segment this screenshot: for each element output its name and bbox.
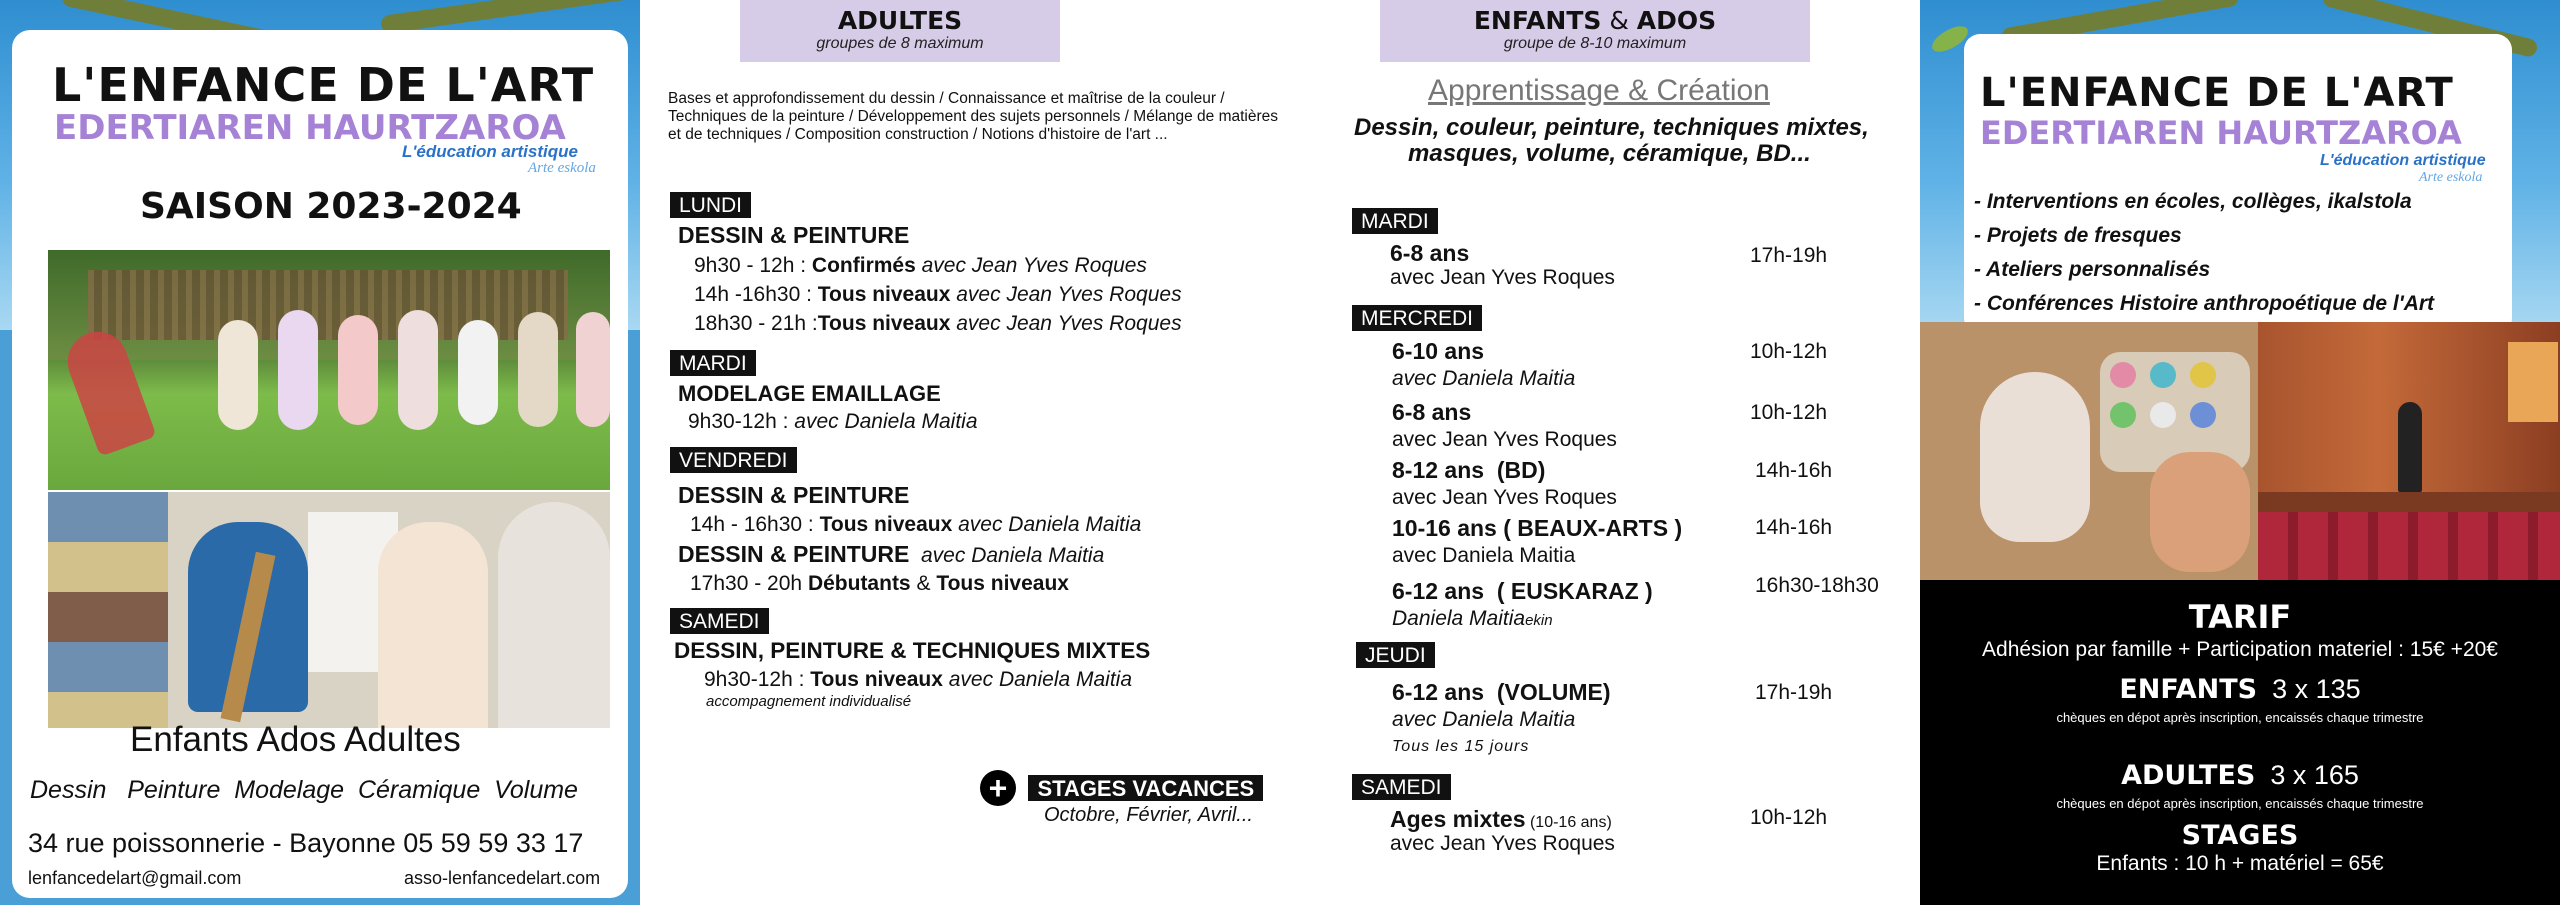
service-item: - Ateliers personnalisés bbox=[1974, 258, 2211, 281]
mer-1-teacher: avec Daniela Maitia bbox=[1392, 367, 1576, 390]
logo-arte: Arte eskola bbox=[528, 160, 596, 176]
vendredi-line-1: 14h - 16h30 : Tous niveaux avec Daniela Maitia bbox=[690, 513, 1142, 536]
lundi-line-2: 14h -16h30 : Tous niveaux avec Jean Yves Roques bbox=[694, 283, 1182, 306]
kids-samedi-block bbox=[1352, 774, 1451, 800]
logo-subtitle: EDERTIAREN HAURTZAROA bbox=[54, 108, 566, 148]
service-item: - Projets de fresques bbox=[1974, 224, 2182, 247]
mer-4-time: 14h-16h bbox=[1755, 516, 1833, 539]
vendredi-block bbox=[670, 447, 797, 473]
plus-icon: + bbox=[980, 770, 1016, 806]
mer-2-time: 10h-12h bbox=[1750, 401, 1828, 424]
day-tag-lundi: LUNDI bbox=[670, 192, 751, 218]
jeu-1-time: 17h-19h bbox=[1755, 681, 1833, 704]
services-card bbox=[1964, 34, 2512, 334]
jeu-1-note: Tous les 15 jours bbox=[1392, 738, 1530, 755]
adults-intro: Bases et approfondissement du dessin / Connaissance et maîtrise de la couleur / Techniques de la peinture / Développement des sujets personnels / Mélange de matières et de techniques / Composition construction / Notions d'histoire de l'art ... bbox=[668, 90, 1279, 143]
cover-card bbox=[12, 30, 628, 898]
cover-panel bbox=[0, 0, 640, 905]
email-text: lenfancedelart@gmail.com bbox=[28, 868, 242, 888]
lundi-title: DESSIN & PEINTURE bbox=[678, 222, 910, 248]
mardi-line-1: 9h30-12h : avec Daniela Maitia bbox=[688, 410, 978, 433]
kids-header-sub: groupe de 8-10 maximum bbox=[1503, 35, 1687, 52]
kids-day-tag-samedi: SAMEDI bbox=[1352, 774, 1451, 800]
mer-4-age: 10-16 ans ( BEAUX-ARTS ) bbox=[1392, 515, 1683, 541]
samedi-title: DESSIN, PEINTURE & TECHNIQUES MIXTES bbox=[674, 638, 1151, 663]
vendredi-line-2: 17h30 - 20h Débutants & Tous niveaux bbox=[690, 572, 1069, 595]
jeu-1-teacher: avec Daniela Maitia bbox=[1392, 708, 1576, 731]
ceramics-photo bbox=[1920, 322, 2258, 580]
kids-mardi-time: 17h-19h bbox=[1750, 244, 1828, 267]
service-item: - Conférences Histoire anthropoétique de l'Art bbox=[1974, 292, 2435, 315]
mer-3-time: 14h-16h bbox=[1755, 459, 1833, 482]
mer-2-age: 6-8 ans bbox=[1392, 399, 1472, 425]
mer-1-time: 10h-12h bbox=[1750, 340, 1828, 363]
mer-3-teacher: avec Jean Yves Roques bbox=[1392, 486, 1617, 509]
adults-header-title: ADULTES bbox=[837, 6, 963, 35]
logo-tagline: L'éducation artistique bbox=[2320, 152, 2486, 169]
website-text: asso-lenfancedelart.com bbox=[404, 868, 601, 888]
logo-title: L'ENFANCE DE L'ART bbox=[52, 58, 595, 112]
audience-text: Enfants Ados Adultes bbox=[130, 720, 461, 759]
samedi-line-1: 9h30-12h : Tous niveaux avec Daniela Maitia bbox=[704, 668, 1133, 691]
vendredi-title-1: DESSIN & PEINTURE bbox=[678, 482, 910, 508]
address-text: 34 rue poissonnerie - Bayonne 05 59 59 33 17 bbox=[28, 828, 584, 858]
mer-3-age: 8-12 ans (BD) bbox=[1392, 457, 1546, 483]
lundi-line-3: 18h30 - 21h :Tous niveaux avec Jean Yves Roques bbox=[694, 312, 1182, 335]
enfants-note: chèques en dépot après inscription, encaissés chaque trimestre bbox=[2056, 710, 2424, 725]
mer-5-teacher: Daniela Maitiaekin bbox=[1392, 607, 1553, 630]
adults-panel bbox=[640, 0, 1280, 905]
adhesion-text: Adhésion par famille + Participation materiel : 15€ +20€ bbox=[1982, 638, 2498, 661]
vendredi-title-2: DESSIN & PEINTURE avec Daniela Maitia bbox=[678, 541, 1105, 567]
kids-tagline-1: Dessin, couleur, peinture, techniques mixtes, bbox=[1354, 114, 1869, 141]
kids-panel bbox=[1280, 0, 1920, 905]
lundi-block bbox=[670, 192, 751, 218]
season-title: SAISON 2023-2024 bbox=[140, 186, 522, 227]
kids-day-tag-mardi: MARDI bbox=[1352, 208, 1438, 234]
mer-5-age: 6-12 ans ( EUSKARAZ ) bbox=[1392, 578, 1653, 604]
apprentissage-link[interactable]: Apprentissage & Création bbox=[1428, 74, 1770, 107]
kids-mardi-block bbox=[1352, 208, 1438, 234]
day-tag-vendredi: VENDREDI bbox=[670, 447, 797, 473]
adults-header-sub: groupes de 8 maximum bbox=[816, 35, 984, 52]
services-panel bbox=[1920, 0, 2560, 905]
stages-label: STAGES bbox=[2181, 820, 2299, 851]
logo-subtitle: EDERTIAREN HAURTZAROA bbox=[1980, 114, 2462, 152]
adultes-note: chèques en dépot après inscription, encaissés chaque trimestre bbox=[2056, 796, 2424, 811]
jeu-1-age: 6-12 ans (VOLUME) bbox=[1392, 679, 1611, 705]
kids-day-tag-jeudi: JEUDI bbox=[1356, 642, 1435, 668]
logo-title: L'ENFANCE DE L'ART bbox=[1980, 70, 2454, 116]
garden-photo bbox=[48, 250, 610, 490]
mardi-title: MODELAGE EMAILLAGE bbox=[678, 381, 941, 406]
stages-title: STAGES VACANCES bbox=[1028, 775, 1263, 801]
day-tag-mardi: MARDI bbox=[670, 350, 756, 376]
stages-price: Enfants : 10 h + matériel = 65€ bbox=[2096, 852, 2384, 875]
enfants-price: ENFANTS 3 x 135 bbox=[2119, 674, 2361, 705]
kids-day-tag-mercredi: MERCREDI bbox=[1352, 305, 1482, 331]
kids-header bbox=[1380, 0, 1810, 62]
logo-arte: Arte eskola bbox=[2419, 170, 2483, 185]
kids-mercredi-block bbox=[1352, 305, 1482, 331]
kids-jeudi-block bbox=[1356, 642, 1435, 668]
lundi-line-1: 9h30 - 12h : Confirmés avec Jean Yves Roques bbox=[694, 254, 1147, 277]
disciplines-text: Dessin Peinture Modelage Céramique Volume bbox=[30, 776, 578, 804]
sam-1-time: 10h-12h bbox=[1750, 806, 1828, 829]
samedi-note: accompagnement individualisé bbox=[706, 693, 912, 710]
adultes-price: ADULTES 3 x 165 bbox=[2121, 760, 2359, 791]
mer-5-time: 16h30-18h30 bbox=[1755, 574, 1879, 597]
tarif-block bbox=[1920, 580, 2560, 905]
sam-1-teacher: avec Jean Yves Roques bbox=[1390, 832, 1615, 855]
kids-tagline-2: masques, volume, céramique, BD... bbox=[1408, 140, 1811, 167]
samedi-block bbox=[670, 608, 769, 634]
kids-mardi-age: 6-8 ans bbox=[1390, 240, 1470, 266]
sam-1-age: Ages mixtes (10-16 ans) bbox=[1390, 806, 1612, 832]
conference-photo bbox=[2258, 322, 2560, 580]
kids-header-title: ENFANTS & ADOS bbox=[1473, 6, 1717, 35]
day-tag-samedi: SAMEDI bbox=[670, 608, 769, 634]
mardi-block bbox=[670, 350, 756, 376]
mer-4-teacher: avec Daniela Maitia bbox=[1392, 544, 1576, 567]
service-item: - Interventions en écoles, collèges, ikalstola bbox=[1974, 190, 2412, 213]
mer-2-teacher: avec Jean Yves Roques bbox=[1392, 428, 1617, 451]
logo-tagline: L'éducation artistique bbox=[402, 142, 578, 161]
adults-header bbox=[740, 0, 1060, 62]
workshop-photo bbox=[48, 492, 610, 728]
stages-block bbox=[980, 770, 1263, 806]
kids-mardi-teacher: avec Jean Yves Roques bbox=[1390, 266, 1615, 289]
tarif-title: TARIF bbox=[2188, 598, 2292, 636]
stages-sub: Octobre, Février, Avril... bbox=[1044, 804, 1253, 826]
mer-1-age: 6-10 ans bbox=[1392, 338, 1485, 364]
